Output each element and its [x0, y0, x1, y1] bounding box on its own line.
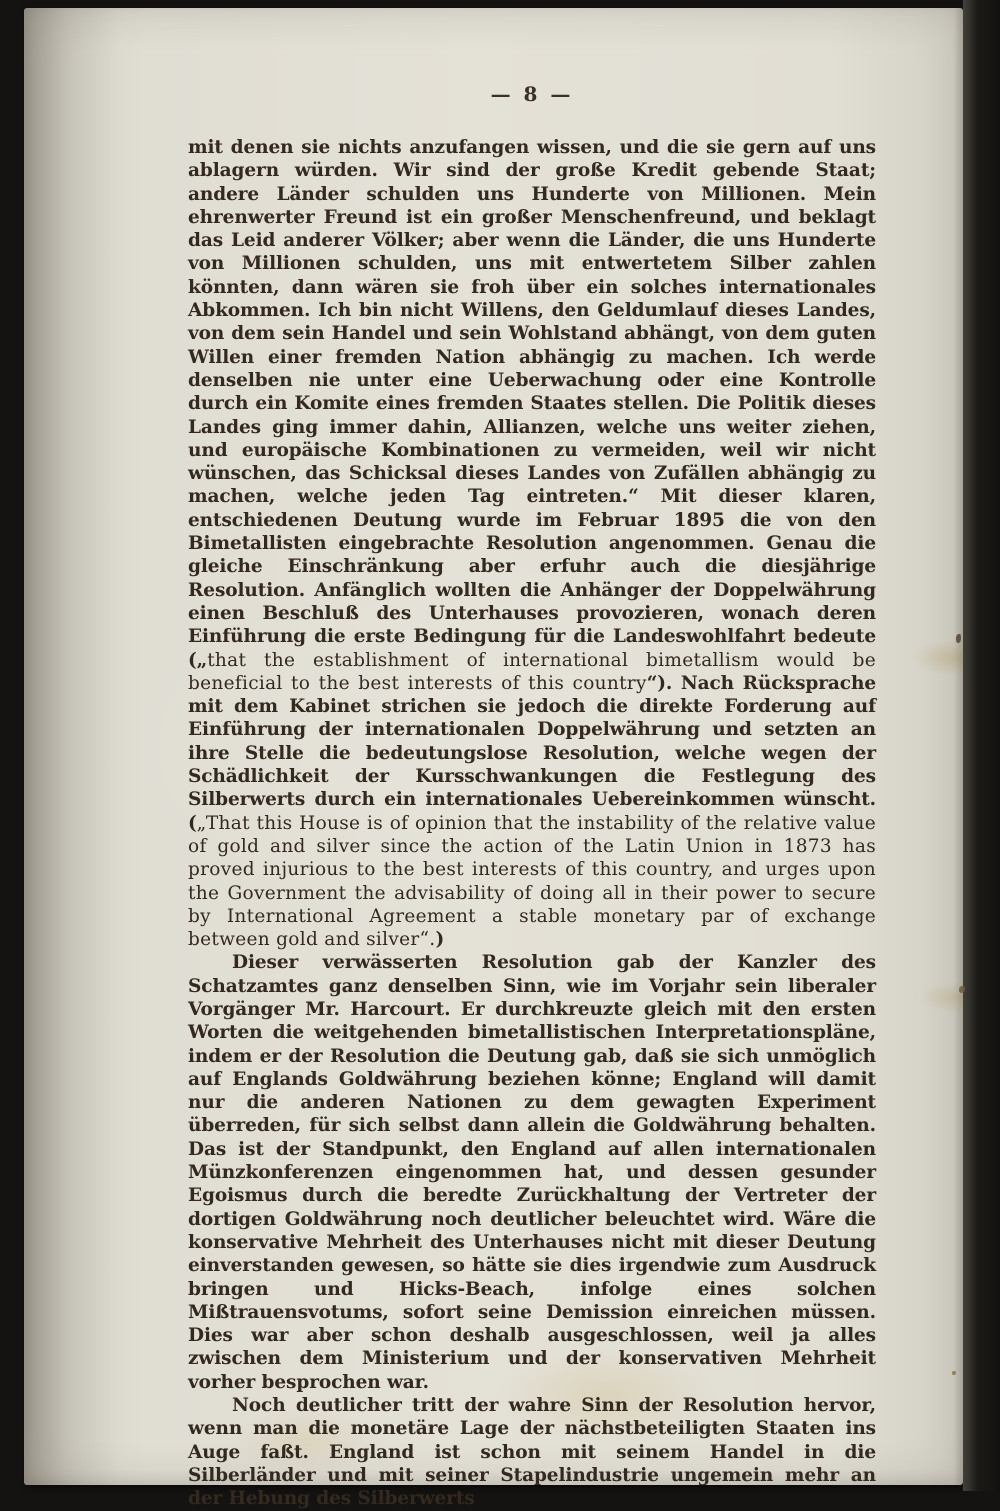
- text-block: [188, 136, 876, 1511]
- fraktur-text-segment: ): [435, 929, 445, 951]
- book-page-paper: [24, 8, 963, 1510]
- scan-speck: [956, 634, 961, 643]
- paragraph-continuation: [188, 136, 876, 951]
- page-number: — 8 —: [490, 82, 574, 106]
- fraktur-text-segment: Dieser verwässerten Resolution gab der Kanzler des Schatzamtes ganz denselben Sinn, wie im Vorjahr sein liberaler Vorgänger Mr. Harcourt. Er durchkreuzte gleich mit den ersten Worten die weitgehenden bimetallistischen Interpretationspläne, indem er der Resolution die Deutung gab, daß sie sich unmöglich auf Englands Goldwährung beziehen könne; England will damit nur die anderen Nationen zu dem gewagten Experiment überreden, für sich selbst dann allein die Goldwährung behalten. Das ist der Standpunkt, den England auf allen internationalen Münzkonferenzen eingenommen hat, und dessen gesunder Egoismus durch die beredte Zurückhaltung der Vertreter der dortigen Goldwährung noch deutlicher beleuchtet wird. Wäre die konservative Mehrheit des Unterhauses nicht mit dieser Deutung einverstanden gewesen, so hätte sie dies irgendwie zum Ausdruck bringen und Hicks-Beach, infolge eines solchen Mißtrauensvotums, sofort seine Demission einreichen müssen. Dies war aber schon deshalb ausgeschlossen, weil ja alles zwischen dem Ministerium und der konservativen Mehrheit vorher besprochen war.: [188, 952, 876, 1393]
- paragraph-2: [188, 951, 876, 1394]
- antiqua-text-segment: „That this House is of opinion that the instability of the relative value of gold and silver since the action of the Latin Union in 1873 has proved injurious to the best interests of this country, and urges upon the Government the advisability of doing all in their power to secure by International Agreement a stable monetary par of exchange between gold and silver“.: [188, 812, 876, 951]
- antiqua-text-segment: that the establishment of international bimetallism would be beneficial to the best interests of this country: [188, 649, 876, 694]
- binding-gutter-shadow: [24, 8, 119, 1485]
- page-stack-edge: [963, 0, 1000, 1491]
- fraktur-text-segment: “). Nach Rücksprache mit dem Kabinet strichen sie jedoch die direkte Forderung auf Einführung der internationalen Doppelwährung und setzten an ihre Stelle die bedeutungslose Resolution, welche wegen der Schädlichkeit der Kursschwankungen die Festlegung des Silberwerts durch ein internationales Uebereinkommen wünscht. (: [188, 672, 876, 834]
- paragraph-3: [188, 1394, 876, 1510]
- scan-speck: [952, 1371, 956, 1375]
- fraktur-text-segment: Noch deutlicher tritt der wahre Sinn der Resolution hervor, wenn man die monetäre Lage der nächstbeteiligten Staaten ins Auge faßt. England ist schon mit seinem Handel in die Silberländer und mit seiner Stapelindustrie ungemein mehr an der Hebung des Silberwerts: [188, 1395, 876, 1510]
- fraktur-text-segment: mit denen sie nichts anzufangen wissen, und die sie gern auf uns ablagern würden. Wir sind der große Kredit gebende Staat; andere Länder schulden uns Hunderte von Millionen. Mein ehrenwerter Freund ist ein großer Menschenfreund, und beklagt das Leid anderer Völker; aber wenn die Länder, die uns Hunderte von Millionen schulden, uns mit entwertetem Silber zahlen könnten, dann wären sie froh über ein solches internationales Abkommen. Ich bin nicht Willens, den Geldumlauf dieses Landes, von dem sein Handel und sein Wohlstand abhängt, von dem guten Willen einer fremden Nation abhängig zu machen. Ich werde denselben nie unter eine Ueberwachung oder eine Kontrolle durch ein Komite eines fremden Staates stellen. Die Politik dieses Landes ging immer dahin, Allianzen, welche uns weiter ziehen, und europäische Kombinationen zu vermeiden, weil wir nicht wünschen, das Schicksal dieses Landes von Zufällen abhängig zu machen, welche jeden Tag eintreten.“ Mit dieser klaren, entschiedenen Deutung wurde im Februar 1895 die von den Bimetallisten eingebrachte Resolution angenommen. Genau die gleiche Einschränkung aber erfuhr auch die diesjährige Resolution. Anfänglich wollten die Anhänger der Doppelwährung einen Beschluß des Unterhauses provozieren, wonach deren Einführung die erste Bedingung für die Landeswohlfahrt bedeute („: [188, 137, 876, 671]
